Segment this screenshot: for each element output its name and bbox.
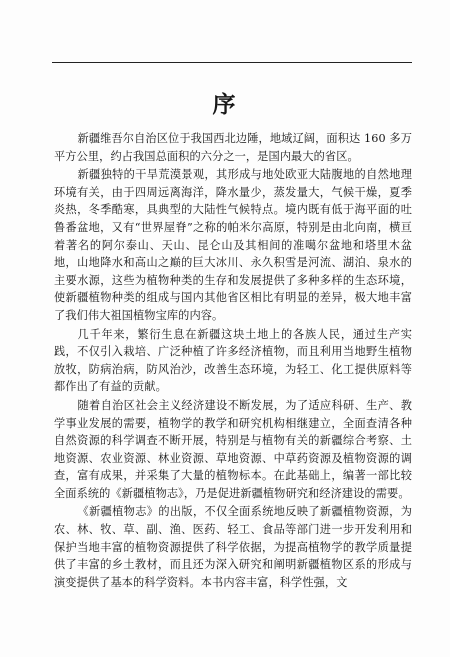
paragraph-5: 《新疆植物志》的出版，不仅全面系统地反映了新疆植物资源，为农、林、牧、草、副、渔、医药、轻工、食品等部门进一步开发利用和保护当地丰富的植物资源提供了科学依据，为提高植物学的教学质量提供了丰富的乡土教材，而且还为深入研究和阐明新疆植物区系的形成与演变提供了基本的科学资料。本书内容丰富，科学性强，文 xyxy=(54,505,412,589)
paragraph-3: 几千年来，繁衍生息在新疆这块土地上的各族人民，通过生产实践，不仅引入栽培、广泛种植了许多经济植物，而且利用当地野生植物放牧，防病治病，防风治沙，改善生态环境，为轻工、化工提供原料等都作出了有益的贡献。 xyxy=(54,327,412,394)
paragraph-2: 新疆独特的干旱荒漠景观，其形成与地处欧亚大陆腹地的自然地理环境有关，由于四周远离海洋，降水量少，蒸发量大，气候干燥，夏季炎热，冬季酷寒，具典型的大陆性气候特点。境内既有低于海平面的吐鲁番盆地，又有“世界屋脊”之称的帕米尔高原，特别是由北向南，横亘着著名的阿尔泰山、天山、昆仑山及其相间的准噶尔盆地和塔里木盆地，山地降水和高山之巅的巨大冰川、永久积雪是河流、湖泊、泉水的主要水源，这些为植物种类的生存和发展提供了多种多样的生态环境，使新疆植物种类的组成与国内其他省区相比有明显的差异，极大地丰富了我们伟大祖国植物宝库的内容。 xyxy=(54,168,412,322)
page-title: 序 xyxy=(212,92,238,118)
preface-body xyxy=(54,130,412,592)
paragraph-4: 随着自治区社会主义经济建设不断发展，为了适应科研、生产、教学事业发展的需要，植物学的教学和研究机构相继建立，全面查清各种自然资源的科学调查不断开展，特别是与植物有关的新疆综合考察、土地资源、农业资源、林业资源、草地资源、中草药资源及植物资源的调查，富有成果，并采集了大量的植物标本。在此基础上，编著一部比较全面系统的《新疆植物志》，乃是促进新疆植物研究和经济建设的需要。 xyxy=(54,398,412,500)
header-rule xyxy=(52,62,412,63)
paragraph-1: 新疆维吾尔自治区位于我国西北边陲，地域辽阔，面积达 160 多万平方公里，约占我国总面积的六分之一，是国内最大的省区。 xyxy=(54,132,412,163)
